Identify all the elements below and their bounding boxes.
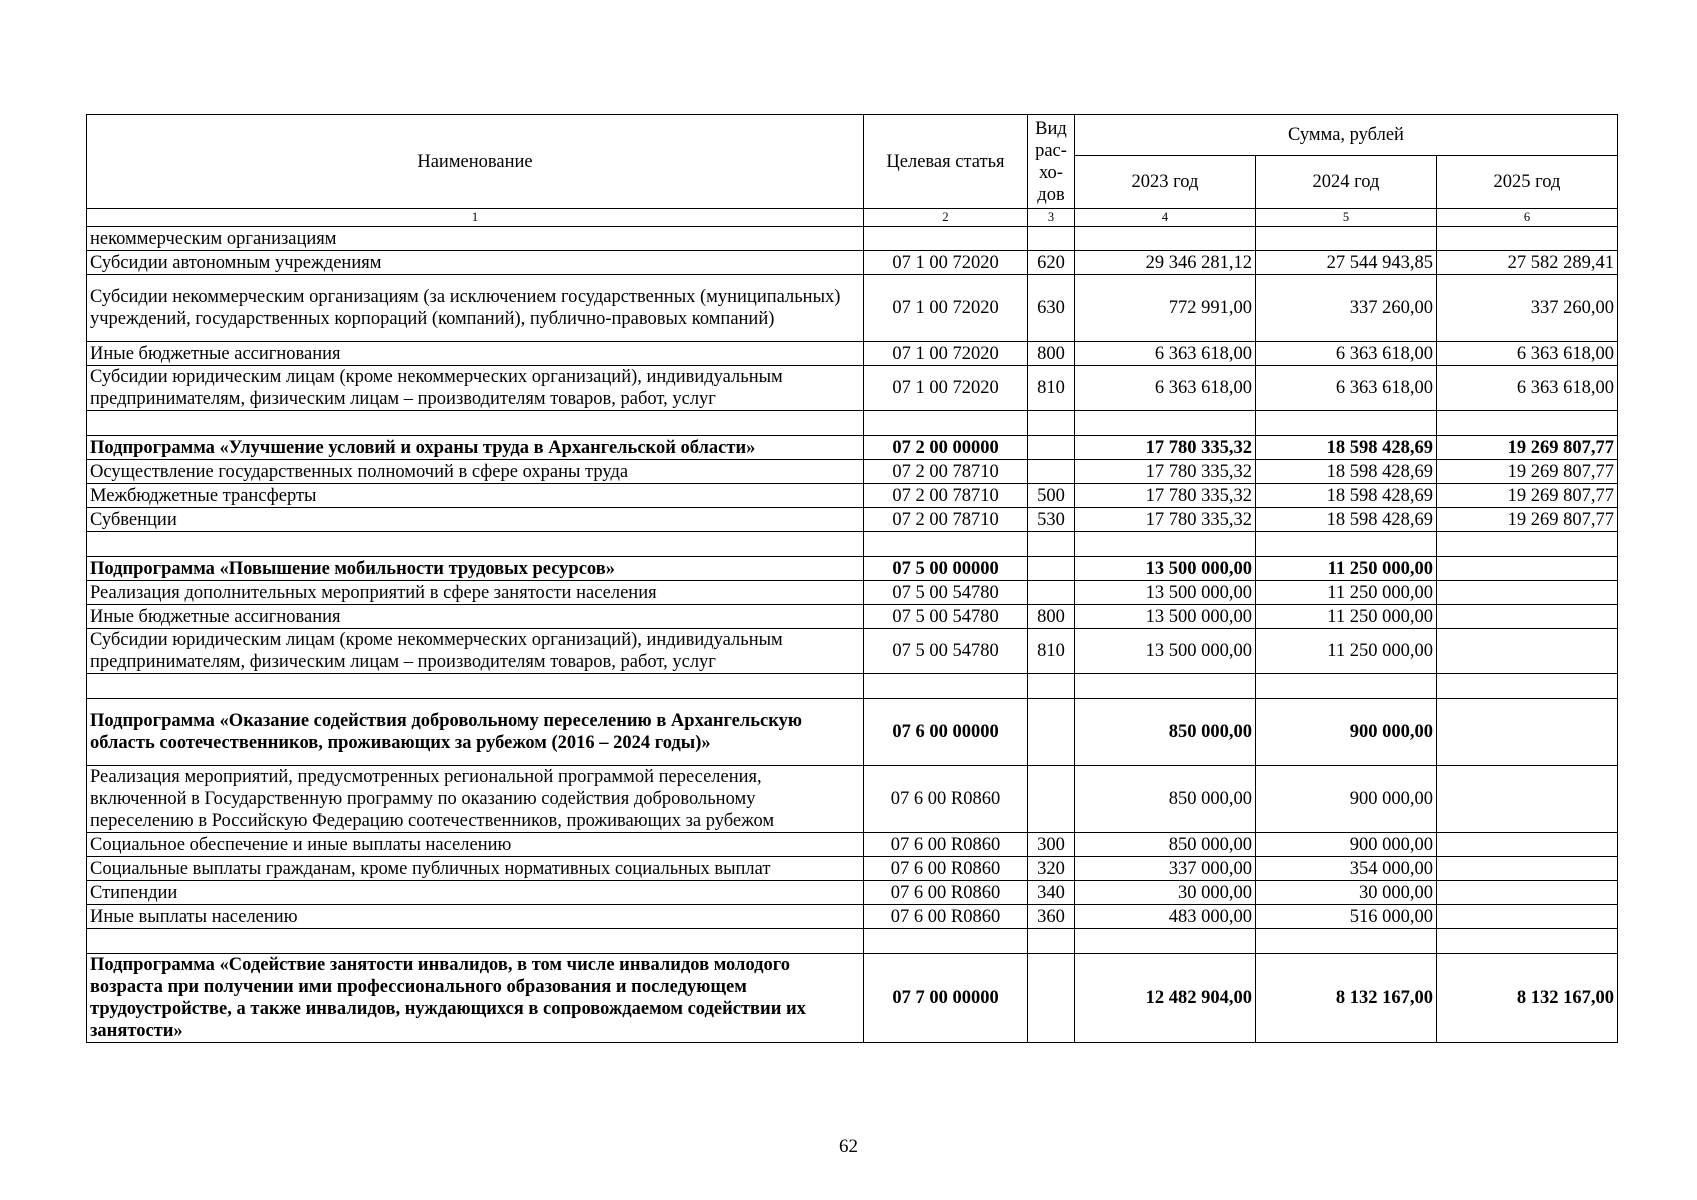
row-amount-2023: 12 482 904,00 — [1075, 954, 1256, 1043]
spacer-row — [87, 674, 1618, 699]
row-name-cell: Субсидии некоммерческим организациям (за исключением государственных (муниципальных) учреждений, государственных корпораций (компаний), публично-правовых компаний) — [87, 275, 864, 342]
row-code-cell: 07 6 00 R0860 — [864, 905, 1028, 929]
table-row — [87, 508, 1618, 532]
row-vid-cell: 300 — [1028, 833, 1075, 857]
row-name-cell: Подпрограмма «Оказание содействия добровольному переселению в Архангельскую область соотечественников, проживающих за рубежом (2016 – 2024 годы)» — [87, 699, 864, 766]
row-vid-cell: 810 — [1028, 366, 1075, 411]
row-code-cell: 07 1 00 72020 — [864, 366, 1028, 411]
row-name-cell: Субсидии юридическим лицам (кроме некоммерческих организаций), индивидуальным предпринимателям, физическим лицам – производителям товаров, работ, услуг — [87, 366, 864, 411]
row-vid-cell: 800 — [1028, 605, 1075, 629]
row-amount-2025 — [1437, 605, 1618, 629]
table-row — [87, 881, 1618, 905]
row-amount-2025: 19 269 807,77 — [1437, 460, 1618, 484]
row-code-cell: 07 7 00 00000 — [864, 954, 1028, 1043]
row-amount-2023 — [1075, 532, 1256, 557]
row-code-cell: 07 2 00 00000 — [864, 436, 1028, 460]
row-amount-2023 — [1075, 929, 1256, 954]
row-code-cell: 07 2 00 78710 — [864, 508, 1028, 532]
row-vid-cell: 620 — [1028, 251, 1075, 275]
row-code-cell: 07 5 00 54780 — [864, 581, 1028, 605]
row-vid-cell: 630 — [1028, 275, 1075, 342]
row-amount-2025: 337 260,00 — [1437, 275, 1618, 342]
header-code: Целевая статья — [864, 115, 1028, 209]
row-name-cell: Социальное обеспечение и иные выплаты населению — [87, 833, 864, 857]
row-amount-2025: 19 269 807,77 — [1437, 484, 1618, 508]
row-name-cell: Стипендии — [87, 881, 864, 905]
row-amount-2025 — [1437, 557, 1618, 581]
row-amount-2025 — [1437, 905, 1618, 929]
row-vid-cell: 800 — [1028, 342, 1075, 366]
row-amount-2025: 6 363 618,00 — [1437, 342, 1618, 366]
table-row — [87, 605, 1618, 629]
row-name-cell: Подпрограмма «Содействие занятости инвалидов, в том числе инвалидов молодого возраста при получении ими профессионального образования и последующем трудоустройстве, а также инвалидов, нуждающихся в сопровождаемом содействии их занятости» — [87, 954, 864, 1043]
row-amount-2025: 6 363 618,00 — [1437, 366, 1618, 411]
row-amount-2024: 18 598 428,69 — [1256, 508, 1437, 532]
row-amount-2024: 18 598 428,69 — [1256, 460, 1437, 484]
row-vid-cell — [1028, 954, 1075, 1043]
row-code-cell — [864, 929, 1028, 954]
header-year-2023: 2023 год — [1075, 156, 1256, 209]
row-vid-cell — [1028, 699, 1075, 766]
row-amount-2023: 13 500 000,00 — [1075, 605, 1256, 629]
row-name-cell: Иные выплаты населению — [87, 905, 864, 929]
row-vid-cell — [1028, 929, 1075, 954]
row-amount-2024: 11 250 000,00 — [1256, 581, 1437, 605]
row-code-cell: 07 6 00 R0860 — [864, 833, 1028, 857]
row-vid-cell — [1028, 532, 1075, 557]
row-code-cell: 07 2 00 78710 — [864, 484, 1028, 508]
table-row — [87, 366, 1618, 411]
column-number: 3 — [1028, 209, 1075, 227]
row-vid-cell: 340 — [1028, 881, 1075, 905]
table-body — [87, 227, 1618, 1043]
row-amount-2025: 27 582 289,41 — [1437, 251, 1618, 275]
row-amount-2023: 17 780 335,32 — [1075, 484, 1256, 508]
header-vid: Вид рас- хо- дов — [1028, 115, 1075, 209]
row-vid-cell — [1028, 436, 1075, 460]
row-name-cell: некоммерческим организациям — [87, 227, 864, 251]
row-amount-2025 — [1437, 766, 1618, 833]
row-amount-2024 — [1256, 929, 1437, 954]
row-code-cell: 07 6 00 R0860 — [864, 881, 1028, 905]
row-name-cell: Подпрограмма «Повышение мобильности трудовых ресурсов» — [87, 557, 864, 581]
row-amount-2024: 900 000,00 — [1256, 699, 1437, 766]
row-amount-2025 — [1437, 532, 1618, 557]
header-name: Наименование — [87, 115, 864, 209]
row-vid-cell — [1028, 227, 1075, 251]
row-code-cell: 07 5 00 00000 — [864, 557, 1028, 581]
row-code-cell — [864, 227, 1028, 251]
table-row — [87, 251, 1618, 275]
table-row — [87, 460, 1618, 484]
table-row — [87, 227, 1618, 251]
row-vid-cell: 320 — [1028, 857, 1075, 881]
column-number: 1 — [87, 209, 864, 227]
row-amount-2024 — [1256, 674, 1437, 699]
header-row — [87, 115, 1618, 156]
row-amount-2023: 17 780 335,32 — [1075, 460, 1256, 484]
row-amount-2024: 11 250 000,00 — [1256, 605, 1437, 629]
column-number: 5 — [1256, 209, 1437, 227]
row-amount-2025 — [1437, 929, 1618, 954]
spacer-row — [87, 929, 1618, 954]
row-code-cell: 07 5 00 54780 — [864, 605, 1028, 629]
column-number: 4 — [1075, 209, 1256, 227]
row-amount-2025 — [1437, 411, 1618, 436]
table-row — [87, 275, 1618, 342]
row-vid-cell: 360 — [1028, 905, 1075, 929]
row-name-cell: Субвенции — [87, 508, 864, 532]
table-row — [87, 342, 1618, 366]
subprogram-row — [87, 436, 1618, 460]
table-row — [87, 857, 1618, 881]
row-amount-2024 — [1256, 411, 1437, 436]
row-amount-2023 — [1075, 674, 1256, 699]
row-code-cell — [864, 411, 1028, 436]
row-amount-2023 — [1075, 227, 1256, 251]
table-row — [87, 833, 1618, 857]
row-code-cell — [864, 674, 1028, 699]
row-amount-2025 — [1437, 833, 1618, 857]
spacer-row — [87, 411, 1618, 436]
row-amount-2024: 6 363 618,00 — [1256, 342, 1437, 366]
row-name-cell — [87, 929, 864, 954]
row-amount-2023: 17 780 335,32 — [1075, 436, 1256, 460]
row-amount-2023: 30 000,00 — [1075, 881, 1256, 905]
row-code-cell: 07 6 00 R0860 — [864, 857, 1028, 881]
row-name-cell: Межбюджетные трансферты — [87, 484, 864, 508]
column-number-row — [87, 209, 1618, 227]
table-row — [87, 629, 1618, 674]
row-amount-2024: 354 000,00 — [1256, 857, 1437, 881]
row-code-cell: 07 1 00 72020 — [864, 342, 1028, 366]
row-name-cell: Реализация дополнительных мероприятий в сфере занятости населения — [87, 581, 864, 605]
row-amount-2023: 337 000,00 — [1075, 857, 1256, 881]
row-amount-2024: 27 544 943,85 — [1256, 251, 1437, 275]
row-code-cell: 07 5 00 54780 — [864, 629, 1028, 674]
row-amount-2024: 18 598 428,69 — [1256, 484, 1437, 508]
row-amount-2024 — [1256, 227, 1437, 251]
header-year-2024: 2024 год — [1256, 156, 1437, 209]
row-amount-2023: 483 000,00 — [1075, 905, 1256, 929]
row-name-cell — [87, 532, 864, 557]
column-number: 6 — [1437, 209, 1618, 227]
row-name-cell: Субсидии автономным учреждениям — [87, 251, 864, 275]
row-name-cell: Иные бюджетные ассигнования — [87, 605, 864, 629]
row-amount-2024: 18 598 428,69 — [1256, 436, 1437, 460]
table-row — [87, 766, 1618, 833]
row-code-cell: 07 1 00 72020 — [864, 275, 1028, 342]
column-number: 2 — [864, 209, 1028, 227]
header-year-2025: 2025 год — [1437, 156, 1618, 209]
row-vid-cell: 500 — [1028, 484, 1075, 508]
row-code-cell — [864, 532, 1028, 557]
row-vid-cell — [1028, 581, 1075, 605]
row-code-cell: 07 6 00 00000 — [864, 699, 1028, 766]
row-amount-2024: 8 132 167,00 — [1256, 954, 1437, 1043]
row-amount-2025: 8 132 167,00 — [1437, 954, 1618, 1043]
row-amount-2024: 337 260,00 — [1256, 275, 1437, 342]
row-amount-2024 — [1256, 532, 1437, 557]
spacer-row — [87, 532, 1618, 557]
row-vid-cell — [1028, 460, 1075, 484]
row-amount-2025 — [1437, 881, 1618, 905]
table-row — [87, 905, 1618, 929]
row-vid-cell: 530 — [1028, 508, 1075, 532]
row-amount-2023: 17 780 335,32 — [1075, 508, 1256, 532]
subprogram-row — [87, 557, 1618, 581]
table-row — [87, 484, 1618, 508]
row-vid-cell — [1028, 674, 1075, 699]
row-amount-2025 — [1437, 674, 1618, 699]
row-vid-cell — [1028, 411, 1075, 436]
row-amount-2023: 6 363 618,00 — [1075, 366, 1256, 411]
row-amount-2023: 13 500 000,00 — [1075, 629, 1256, 674]
row-code-cell: 07 2 00 78710 — [864, 460, 1028, 484]
row-amount-2023: 29 346 281,12 — [1075, 251, 1256, 275]
row-amount-2023: 772 991,00 — [1075, 275, 1256, 342]
row-amount-2023: 850 000,00 — [1075, 833, 1256, 857]
row-code-cell: 07 1 00 72020 — [864, 251, 1028, 275]
row-amount-2023: 6 363 618,00 — [1075, 342, 1256, 366]
subprogram-row — [87, 699, 1618, 766]
row-name-cell — [87, 411, 864, 436]
header-sum: Сумма, рублей — [1075, 115, 1618, 156]
row-name-cell: Социальные выплаты гражданам, кроме публичных нормативных социальных выплат — [87, 857, 864, 881]
row-name-cell: Подпрограмма «Улучшение условий и охраны труда в Архангельской области» — [87, 436, 864, 460]
row-amount-2025 — [1437, 629, 1618, 674]
row-amount-2025 — [1437, 699, 1618, 766]
row-amount-2023: 850 000,00 — [1075, 766, 1256, 833]
row-name-cell: Иные бюджетные ассигнования — [87, 342, 864, 366]
row-name-cell: Осуществление государственных полномочий в сфере охраны труда — [87, 460, 864, 484]
row-vid-cell: 810 — [1028, 629, 1075, 674]
row-name-cell: Субсидии юридическим лицам (кроме некоммерческих организаций), индивидуальным предпринимателям, физическим лицам – производителям товаров, работ, услуг — [87, 629, 864, 674]
budget-table — [86, 114, 1618, 1043]
row-amount-2025 — [1437, 857, 1618, 881]
row-amount-2023: 13 500 000,00 — [1075, 557, 1256, 581]
row-amount-2023: 13 500 000,00 — [1075, 581, 1256, 605]
row-amount-2023: 850 000,00 — [1075, 699, 1256, 766]
row-amount-2024: 6 363 618,00 — [1256, 366, 1437, 411]
row-code-cell: 07 6 00 R0860 — [864, 766, 1028, 833]
row-vid-cell — [1028, 557, 1075, 581]
page-number: 62 — [839, 1136, 858, 1157]
row-amount-2024: 516 000,00 — [1256, 905, 1437, 929]
row-name-cell: Реализация мероприятий, предусмотренных региональной программой переселения, включенной в Государственную программу по оказанию содействия добровольному переселению в Российскую Федерацию соотечественников, проживающих за рубежом — [87, 766, 864, 833]
row-amount-2025 — [1437, 227, 1618, 251]
subprogram-row — [87, 954, 1618, 1043]
row-amount-2024: 900 000,00 — [1256, 766, 1437, 833]
row-amount-2023 — [1075, 411, 1256, 436]
row-name-cell — [87, 674, 864, 699]
row-amount-2025: 19 269 807,77 — [1437, 508, 1618, 532]
row-amount-2024: 11 250 000,00 — [1256, 557, 1437, 581]
row-amount-2024: 30 000,00 — [1256, 881, 1437, 905]
row-amount-2024: 900 000,00 — [1256, 833, 1437, 857]
row-amount-2024: 11 250 000,00 — [1256, 629, 1437, 674]
row-amount-2025: 19 269 807,77 — [1437, 436, 1618, 460]
row-vid-cell — [1028, 766, 1075, 833]
table-row — [87, 581, 1618, 605]
row-amount-2025 — [1437, 581, 1618, 605]
